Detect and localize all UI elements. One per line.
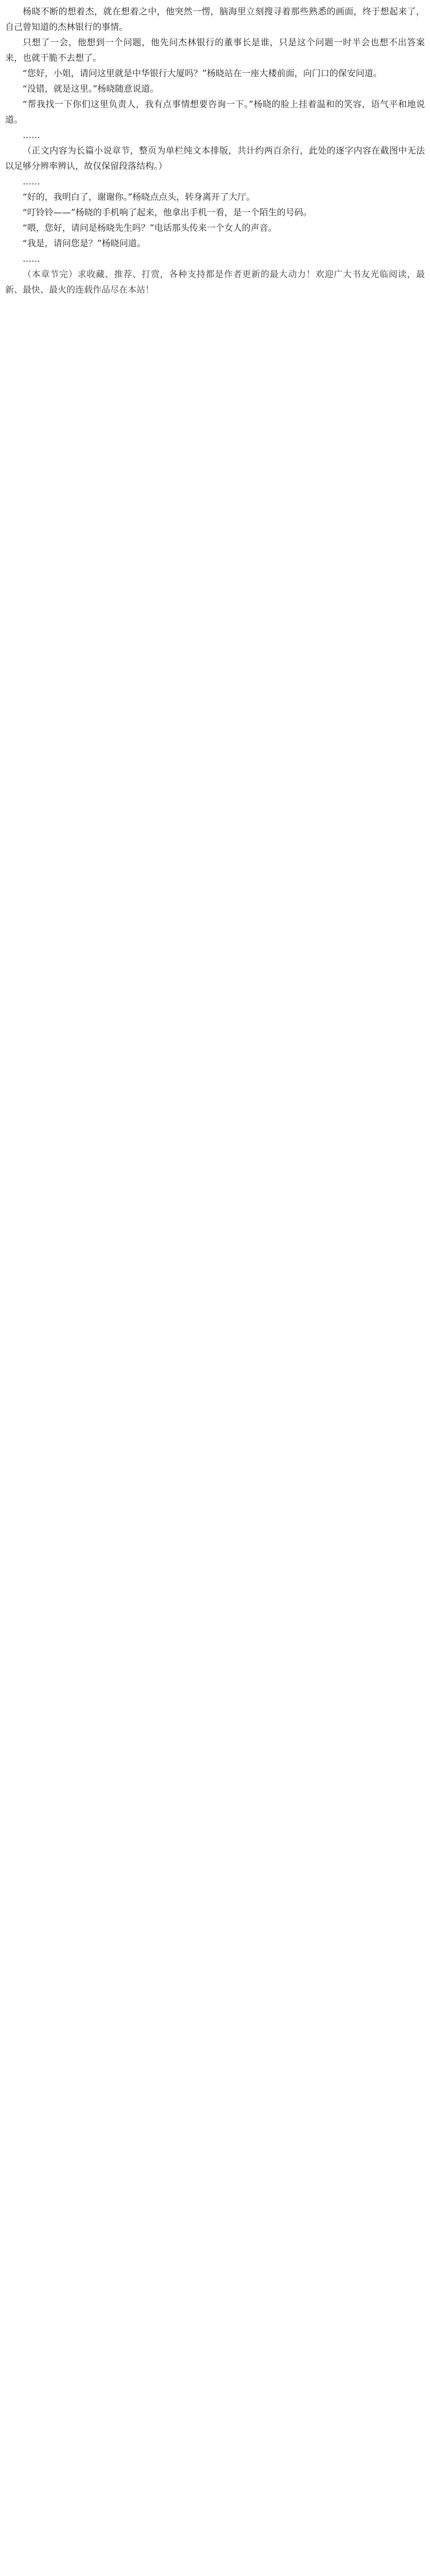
paragraph: “喂，您好，请问是杨晓先生吗？”电话那头传来一个女人的声音。 (23, 223, 277, 233)
chapter-footer-note: （本章节完）求收藏、推荐、打赏，各种支持都是作者更新的最大动力！欢迎广大书友光临阅读，最新、最快、最火的连载作品尽在本站！ (5, 269, 425, 295)
paragraph: 杨晓不断的想着杰，就在想着之中，他突然一愣，脑海里立刻搜寻着那些熟悉的画面，终于想起来了，自己曾知道的杰林银行的事情。 (5, 7, 425, 32)
paragraph: …… (23, 254, 40, 264)
paragraph: …… (23, 177, 40, 187)
paragraph: “您好，小姐，请问这里就是中华银行大厦吗？”杨晓站在一座大楼前面，向门口的保安问道。 (23, 69, 382, 79)
paragraph: “好的，我明白了，谢谢你。”杨晓点点头，转身离开了大厅。 (23, 192, 255, 202)
paragraph: “叮铃铃——”杨晓的手机响了起来，他拿出手机一看，是一个陌生的号码。 (23, 208, 312, 218)
document-body (0, 0, 430, 298)
paragraph: “帮我找一下你们这里负责人，我有点事情想要咨询一下。”杨晓的脸上挂着温和的笑容，语气平和地说道。 (5, 99, 425, 125)
paragraph: “没错，就是这里。”杨晓随意说道。 (23, 84, 159, 94)
paragraph: （正文内容为长篇小说章节，整页为单栏纯文本排版，共计约两百余行，此处的逐字内容在截图中无法以足够分辨率辨认，故仅保留段落结构。） (5, 146, 425, 172)
paragraph: “我是，请问您是？”杨晓问道。 (23, 239, 146, 249)
paragraph: …… (23, 130, 40, 141)
paragraph: 只想了一会，他想到一个问题，他先问杰林银行的董事长是谁，只是这个问题一时半会也想不出答案来，也就干脆不去想了。 (5, 38, 425, 63)
